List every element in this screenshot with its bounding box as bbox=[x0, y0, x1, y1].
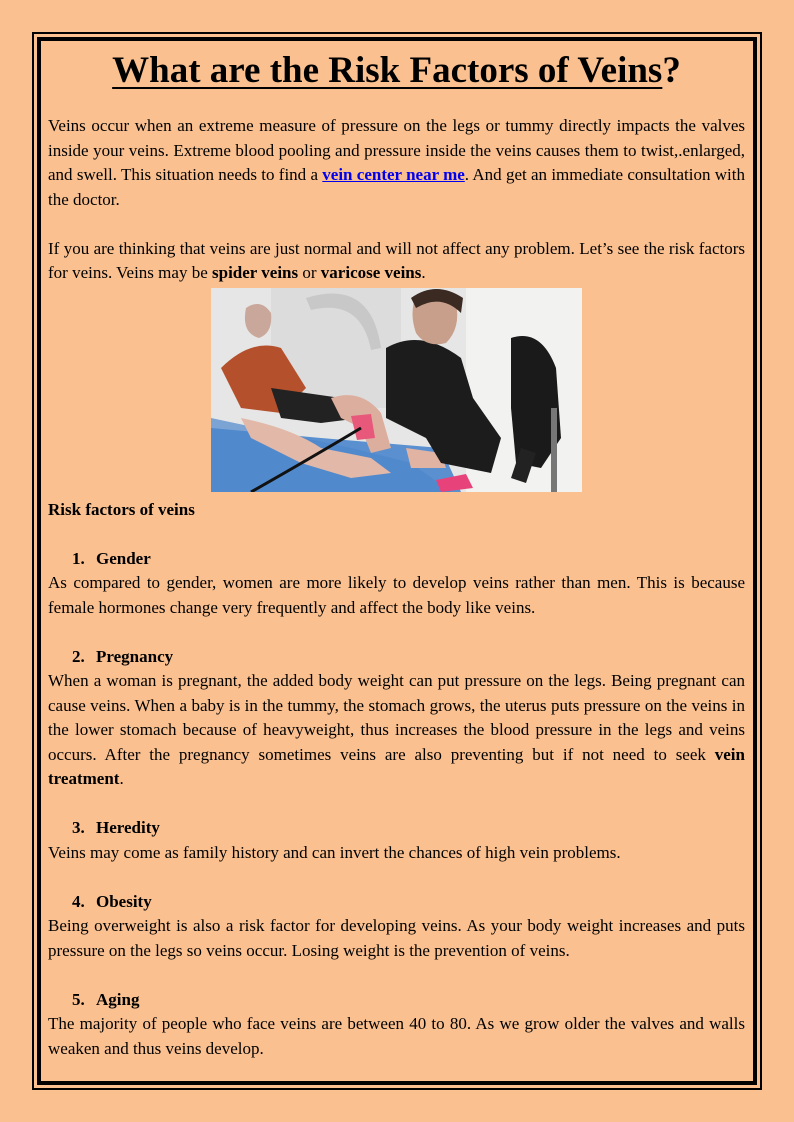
risk-item-pregnancy-text: When a woman is pregnant, the added body weight can put pressure on the legs. Being pregnant can cause veins. When a baby is in the tummy, the stomach grows, the uterus puts pressure on the veins in the lower stomach because of heavyweight, thus increases the blood pressure in the legs and veins occurs. After the pregnancy sometimes veins are also preventing but if not need to seek vein treatment. bbox=[48, 671, 745, 788]
vein-center-link[interactable]: vein center near me bbox=[322, 165, 465, 184]
clinic-photo bbox=[211, 288, 582, 492]
page-title: What are the Risk Factors of Veins? bbox=[112, 50, 681, 91]
intro-paragraph: Veins occur when an extreme measure of pressure on the legs or tummy directly impacts the valves inside your veins. Extreme blood pooling and pressure inside the veins causes them to twist,.enlarged, and swell. This situation needs to find a vein center near me. And get an immediate consultation with the doctor. bbox=[48, 116, 745, 209]
document-body bbox=[48, 48, 745, 1061]
risk-factors-heading: Risk factors of veins bbox=[48, 499, 195, 519]
risk-item-obesity-heading: 4. Obesity bbox=[72, 891, 152, 911]
risk-item-obesity-text: Being overweight is also a risk factor for developing veins. As your body weight increases and puts pressure on the legs so veins occur. Losing weight is the prevention of veins. bbox=[48, 916, 745, 960]
risk-item-heredity-text: Veins may come as family history and can invert the chances of high vein problems. bbox=[48, 842, 621, 862]
risk-item-heredity-heading: 3. Heredity bbox=[72, 818, 160, 837]
risk-item-gender-heading: 1. Gender bbox=[72, 548, 151, 568]
risk-item-pregnancy-heading: 2. Pregnancy bbox=[72, 646, 174, 666]
clinic-photo-illustration bbox=[211, 288, 582, 492]
risk-item-aging-heading: 5. Aging bbox=[72, 989, 140, 1009]
risk-item-aging-text: The majority of people who face veins are between 40 to 80. As we grow older the valves and walls weaken and thus veins develop. bbox=[48, 1014, 745, 1058]
vein-types-paragraph: If you are thinking that veins are just normal and will not affect any problem. Let’s see the risk factors for veins. Veins may be spider veins or varicose veins. bbox=[48, 238, 745, 282]
risk-item-gender-text: As compared to gender, women are more likely to develop veins rather than men. This is because female hormones change very frequently and affect the body like veins. bbox=[48, 573, 745, 617]
